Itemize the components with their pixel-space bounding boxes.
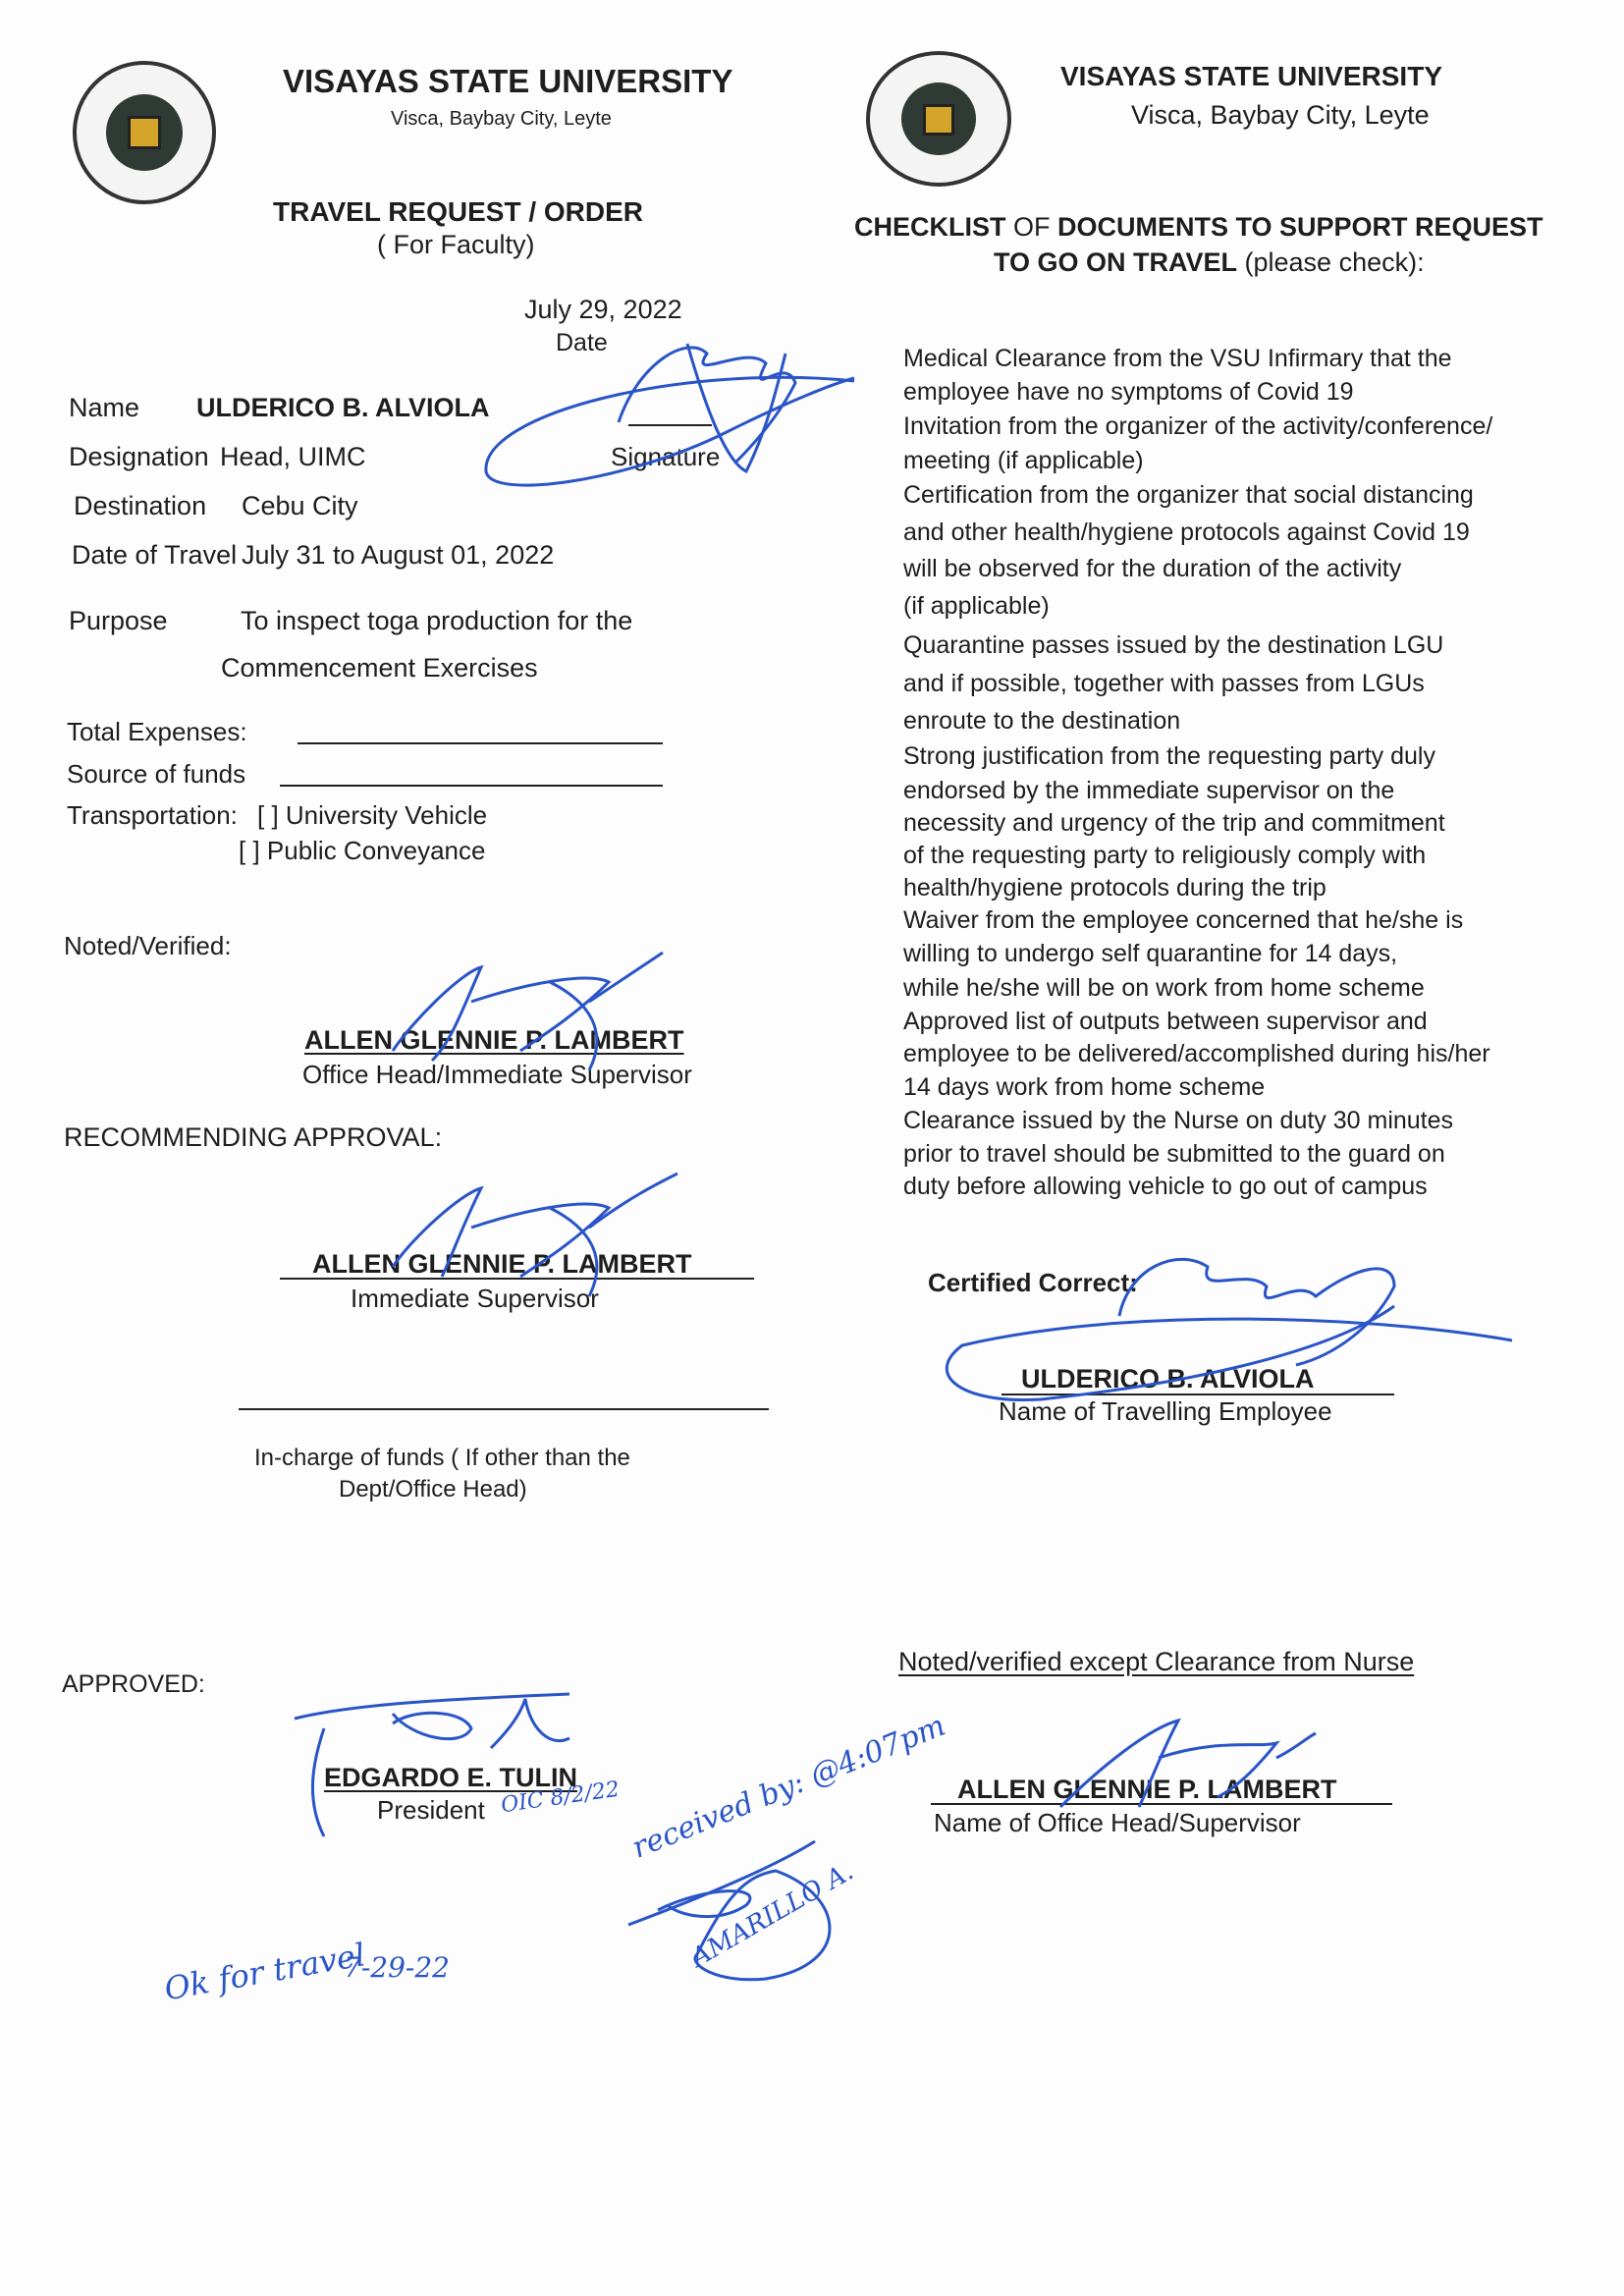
handwritten-receiver-name: AMARILLO A.: [686, 1856, 859, 1974]
total-expenses-field: [298, 742, 663, 744]
transportation-label: Transportation:: [67, 800, 238, 830]
checklist-line: Waiver from the employee concerned that he/she is: [903, 906, 1464, 934]
checklist-line: enroute to the destination: [903, 707, 1181, 735]
university-name-left: VISAYAS STATE UNIVERSITY: [283, 63, 733, 99]
checklist-title-line1: [854, 214, 1543, 241]
checklist-title-part: (please check):: [1237, 247, 1425, 277]
signature-label: Signature: [611, 442, 721, 471]
noted-verified-label: Noted/Verified:: [64, 931, 232, 960]
checklist-title-part: TO GO ON TRAVEL: [994, 247, 1238, 277]
checklist-line: endorsed by the immediate supervisor on the: [903, 777, 1395, 804]
designation-label: Designation: [69, 442, 209, 471]
university-address-left: Visca, Baybay City, Leyte: [391, 108, 612, 130]
certified-correct-label: Certified Correct:: [928, 1268, 1138, 1297]
certified-name: ULDERICO B. ALVIOLA: [1021, 1364, 1315, 1394]
checklist-line: Medical Clearance from the VSU Infirmary that the: [903, 345, 1452, 372]
travel-date-value: July 31 to August 01, 2022: [242, 540, 555, 570]
checklist-line: Strong justification from the requesting party duly: [903, 742, 1435, 770]
checklist-title-part: DOCUMENTS TO SUPPORT REQUEST: [1057, 212, 1543, 242]
recommending-signatory-title: Immediate Supervisor: [351, 1284, 599, 1313]
funds-label-line1: In-charge of funds ( If other than the: [254, 1445, 630, 1471]
approved-signatory-name: EDGARDO E. TULIN: [324, 1763, 578, 1792]
handwritten-ok-note: Ok for travel: [161, 1936, 368, 2008]
university-name-right: VISAYAS STATE UNIVERSITY: [1060, 61, 1442, 91]
university-address-right: Visca, Baybay City, Leyte: [1131, 100, 1430, 130]
travel-date-label: Date of Travel: [72, 540, 238, 570]
transport-option-university-vehicle: [ ] University Vehicle: [257, 800, 488, 830]
source-of-funds-field: [280, 785, 663, 787]
handwritten-oic-note: OIC 8/2/22: [499, 1777, 622, 1819]
checklist-line: prior to travel should be submitted to the guard on: [903, 1140, 1445, 1168]
checklist-line: employee to be delivered/accomplished during his/her: [903, 1040, 1490, 1067]
purpose-label: Purpose: [69, 606, 168, 635]
transport-option-public-conveyance: [ ] Public Conveyance: [239, 836, 486, 865]
name-label: Name: [69, 393, 140, 422]
destination-label: Destination: [74, 491, 207, 520]
approved-label: APPROVED:: [62, 1670, 205, 1698]
form-title: TRAVEL REQUEST / ORDER: [273, 196, 644, 227]
checklist-title-part: OF: [1005, 212, 1057, 242]
recommending-signatory-name: ALLEN GLENNIE P. LAMBERT: [312, 1249, 692, 1279]
checklist-line: Invitation from the organizer of the activity/conference/: [903, 412, 1493, 440]
date-label: Date: [556, 329, 608, 356]
checklist-line: of the requesting party to religiously comply with: [903, 842, 1427, 869]
name-value: ULDERICO B. ALVIOLA: [196, 393, 490, 422]
checklist-line: meeting (if applicable): [903, 447, 1144, 474]
checklist-line: health/hygiene protocols during the trip: [903, 874, 1326, 902]
source-of-funds-label: Source of funds: [67, 759, 246, 789]
checklist-line: employee have no symptoms of Covid 19: [903, 378, 1354, 406]
right-noted-signatory-title: Name of Office Head/Supervisor: [934, 1808, 1301, 1837]
form-subtitle: ( For Faculty): [377, 230, 535, 259]
university-seal-right: [866, 51, 1011, 187]
checklist-line: Clearance issued by the Nurse on duty 30 minutes: [903, 1107, 1454, 1134]
total-expenses-label: Total Expenses:: [67, 717, 247, 746]
designation-value: Head, UIMC: [220, 442, 366, 471]
checklist-line: willing to undergo self quarantine for 14 days,: [903, 940, 1398, 967]
funds-signature-line: [239, 1408, 769, 1410]
approved-signatory-title: President: [377, 1795, 485, 1825]
checklist-line: necessity and urgency of the trip and commitment: [903, 809, 1445, 837]
checklist-line: 14 days work from home scheme: [903, 1073, 1266, 1101]
recommending-approval-label: RECOMMENDING APPROVAL:: [64, 1122, 443, 1152]
checklist-line: Approved list of outputs between supervisor and: [903, 1008, 1428, 1035]
funds-label-line2: Dept/Office Head): [339, 1476, 527, 1503]
checklist-line: and if possible, together with passes from LGUs: [903, 670, 1425, 697]
purpose-line2: Commencement Exercises: [221, 653, 538, 683]
noted-signatory-name: ALLEN GLENNIE P. LAMBERT: [304, 1025, 684, 1055]
checklist-line: and other health/hygiene protocols against Covid 19: [903, 519, 1470, 546]
checklist-line: duty before allowing vehicle to go out of campus: [903, 1173, 1428, 1200]
purpose-line1: To inspect toga production for the: [241, 606, 633, 635]
certified-title: Name of Travelling Employee: [999, 1396, 1332, 1426]
checklist-line: while he/she will be on work from home scheme: [903, 974, 1425, 1002]
request-date: July 29, 2022: [524, 295, 682, 324]
checklist-title-line2: [994, 249, 1425, 276]
checklist-line: (if applicable): [903, 592, 1050, 620]
university-seal-left: [73, 61, 216, 204]
checklist-title-part: CHECKLIST: [854, 212, 1006, 242]
noted-signatory-title: Office Head/Immediate Supervisor: [302, 1060, 692, 1089]
checklist-line: will be observed for the duration of the activity: [903, 555, 1402, 582]
checklist-line: Certification from the organizer that social distancing: [903, 481, 1474, 509]
handwritten-received-note: received by: @4:07pm: [626, 1708, 950, 1866]
handwritten-ok-date: 7-29-22: [344, 1951, 450, 1984]
checklist-line: Quarantine passes issued by the destination LGU: [903, 631, 1444, 659]
right-noted-signatory-name: ALLEN GLENNIE P. LAMBERT: [957, 1775, 1337, 1804]
destination-value: Cebu City: [242, 491, 358, 520]
noted-except-label: Noted/verified except Clearance from Nurse: [898, 1647, 1415, 1676]
